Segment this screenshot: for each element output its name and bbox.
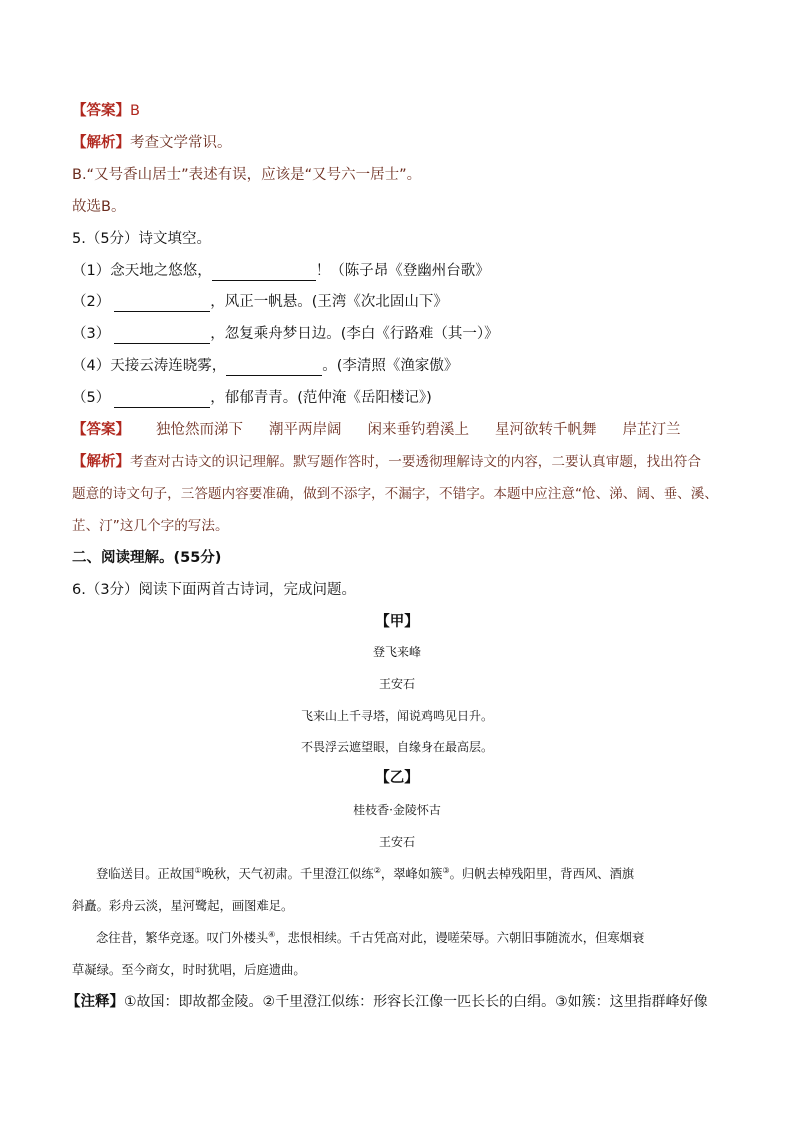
poem-b-para-2-line-1: [72, 928, 724, 948]
answer-3: 闲来垂钓碧溪上: [367, 422, 469, 438]
poem-a-author: 王安石: [378, 677, 415, 691]
analysis-text: 考查文学常识。: [130, 135, 232, 151]
fill-blank[interactable]: [114, 391, 210, 408]
q5-answer-line: [72, 420, 681, 440]
item-text-after: ，风正一帆悬。(王湾《次北固山下》: [210, 294, 448, 310]
poem-text: ，翠峰如簇: [380, 867, 443, 881]
answer-tag: 【答案】: [72, 103, 130, 119]
answer-value: B: [130, 103, 140, 119]
item-text-after: ！（陈子昂《登幽州台歌》: [315, 263, 490, 279]
poem-text: 。归帆去棹残阳里，背西风、酒旗: [449, 867, 635, 881]
note-text: ①故国：即故都金陵。②千里澄江似练：形容长江像一匹长长的白绢。③如簇：这里指群峰好像: [124, 994, 708, 1010]
answer-5: 岸芷汀兰: [622, 422, 681, 438]
note-marker: ④: [268, 929, 276, 939]
fill-blank[interactable]: [226, 359, 322, 376]
poem-b-para-1-line-2: 斜矗。彩舟云淡，星河鹭起，画图难足。: [72, 899, 294, 913]
q4-answer-line: [72, 101, 140, 121]
q5-analysis-line-2: 题意的诗文句子，三答题内容要准确，做到不添字，不漏字，不错字。本题中应注意“怆、涕、阔、垂、溪、: [72, 486, 718, 502]
poem-text: ，悲恨相续。千古凭高对此，谩嗟荣辱。六朝旧事随流水，但寒烟衰: [275, 931, 645, 945]
poem-b-para-1-line-1: [72, 864, 724, 884]
q6-title: 6.（3分）阅读下面两首古诗词，完成问题。: [72, 582, 357, 598]
poem-text: 晚秋，天气初肃。千里澄江似练: [201, 867, 374, 881]
fill-blank[interactable]: [114, 327, 210, 344]
q5-title: 5.（5分）诗文填空。: [72, 231, 212, 247]
note-marker: ②: [373, 865, 381, 875]
item-number: （2）: [72, 294, 111, 310]
poem-a-line-1: 飞来山上千寻塔，闻说鸡鸣见日升。: [300, 709, 493, 723]
fill-blank[interactable]: [212, 264, 316, 281]
poem-a-title: 登飞来峰: [372, 645, 421, 659]
item-number: （4）: [72, 358, 111, 374]
q5-item-5: [72, 388, 432, 408]
item-text-after: ，忽复乘舟梦日边。(李白《行路难（其一）》: [210, 326, 499, 342]
q6-notes: [66, 992, 708, 1012]
analysis-tag: 【解析】: [72, 135, 130, 151]
poem-a-tag: 【甲】: [375, 614, 419, 630]
answer-tag: 【答案】: [72, 422, 130, 438]
note-tag: 【注释】: [66, 994, 124, 1010]
poem-text: 念往昔，繁华竞逐。叹门外楼头: [96, 931, 269, 945]
poem-b-para-2-line-2: 草凝绿。至今商女，时时犹唱，后庭遗曲。: [72, 963, 306, 977]
q5-item-3: [72, 324, 499, 344]
note-marker: ①: [194, 865, 202, 875]
item-number: （3）: [72, 326, 111, 342]
analysis-tag: 【解析】: [72, 454, 130, 470]
q4-analysis-line: [72, 133, 232, 153]
answer-2: 潮平两岸阔: [269, 422, 342, 438]
analysis-text: 考查对古诗文的识记理解。默写题作答时，一要透彻理解诗文的内容，二要认真审题，找出符合: [130, 454, 701, 470]
poem-a-line-2: 不畏浮云遮望眼，自缘身在最高层。: [300, 740, 493, 754]
q5-item-2: [72, 292, 448, 312]
poem-b-author: 王安石: [378, 835, 415, 849]
item-text-after: 。(李清照《渔家傲》: [322, 358, 459, 374]
poem-b-tag: 【乙】: [375, 770, 419, 786]
q5-item-1: [72, 261, 490, 281]
section-title: 二、阅读理解。(55分): [72, 550, 222, 566]
item-text-before: 念天地之悠悠，: [110, 263, 212, 279]
poem-b-title: 桂枝香·金陵怀古: [353, 803, 441, 817]
answer-4: 星河欲转千帆舞: [495, 422, 597, 438]
item-number: （5）: [72, 390, 111, 406]
q5-analysis-line-1: [72, 452, 724, 472]
item-text-after: ，郁郁青青。(范仲淹《岳阳楼记》): [210, 390, 432, 406]
q5-analysis-line-3: 芷、汀”这几个字的写法。: [72, 518, 229, 534]
q4-explanation: B.“又号香山居士”表述有误，应该是“又号六一居士”。: [72, 167, 422, 183]
note-marker: ③: [442, 865, 450, 875]
item-text-before: 天接云涛连晓雾，: [110, 358, 227, 374]
poem-text: 登临送目。正故国: [96, 867, 195, 881]
q5-item-4: [72, 356, 458, 376]
q4-conclusion: 故选B。: [72, 199, 126, 215]
item-number: （1）: [72, 263, 111, 279]
fill-blank[interactable]: [114, 295, 210, 312]
answer-1: 独怆然而涕下: [156, 422, 243, 438]
